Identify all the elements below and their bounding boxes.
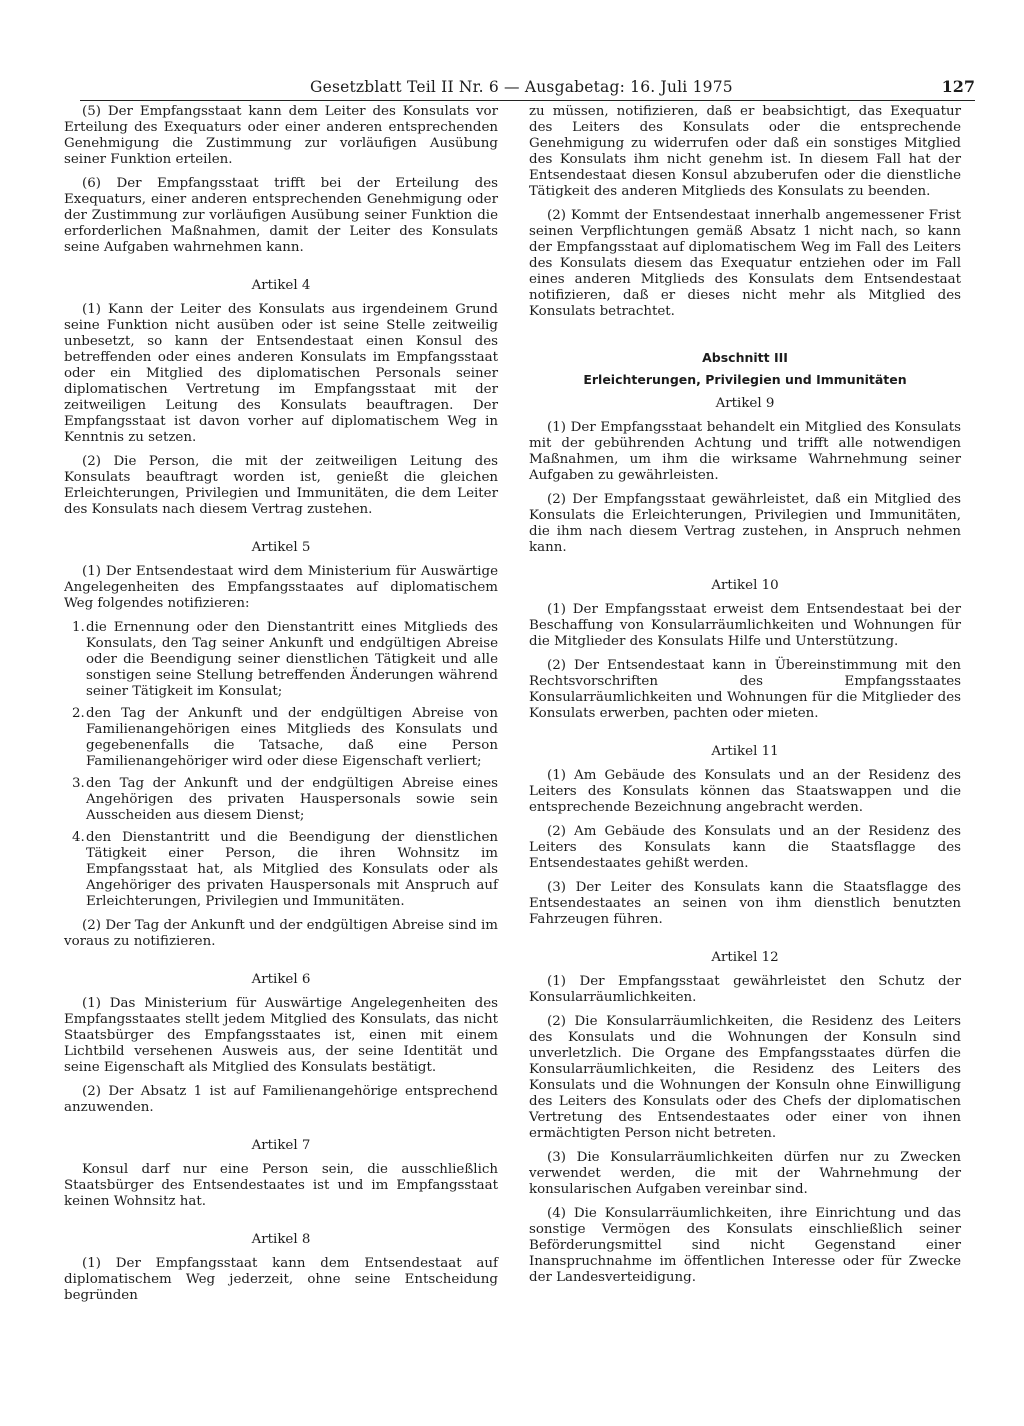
section-subtitle: Erleichterungen, Privilegien und Immunitäten	[583, 372, 907, 387]
paragraph: (2) Der Empfangsstaat gewährleistet, daß ein Mitglied des Konsulats die Erleichterungen, Privilegien und Immunitäten, die ihm nach diesem Vertrag zustehen, in Anspruch nehmen kann.	[529, 492, 961, 555]
list-number: 2.	[72, 706, 85, 721]
page-header	[80, 74, 975, 101]
list-item	[64, 620, 498, 700]
paragraph: (2) Kommt der Entsendestaat innerhalb angemessener Frist seinen Verpflichtungen gemäß Absatz 1 nicht nach, so kann der Empfangsstaat auf diplomatischem Weg im Fall des Leiters des Konsulats diesem das Exequatur entziehen oder im Fall eines anderen Mitglieds des Konsulats dem Entsendestaat notifizieren, daß er dieses nicht mehr als Mitglied des Konsulats betrachtet.	[529, 208, 961, 319]
list-item-text: den Tag der Ankunft und der endgültigen Abreise von Familienangehörigen eines Mitglieds des Konsulats und gegebenenfalls die Tatsache, daß eine Person Familienangehöriger wird oder diese Eigenschaft verliert;	[86, 706, 498, 769]
list-item	[64, 706, 498, 770]
right-column	[529, 104, 961, 1294]
paragraph: (2) Der Tag der Ankunft und der endgültigen Abreise sind im voraus zu notifizieren.	[64, 918, 498, 949]
paragraph: (2) Am Gebäude des Konsulats und an der Residenz des Leiters des Konsulats kann die Staatsflagge des Entsendestaates gehißt werden.	[529, 824, 961, 871]
paragraph: (6) Der Empfangsstaat trifft bei der Erteilung des Exequaturs, einer anderen entsprechenden Genehmigung oder der Zustimmung zur vorläufigen Ausübung seiner Funktion die erforderlichen Maßnahmen, damit der Leiter des Konsulats seine Aufgaben wahrnehmen kann.	[64, 176, 498, 255]
article-6-heading: Artikel 6	[251, 972, 311, 987]
paragraph: (2) Der Absatz 1 ist auf Familienangehörige entsprechend anzuwenden.	[64, 1084, 498, 1115]
article-8-heading: Artikel 8	[251, 1232, 311, 1247]
notification-list	[64, 620, 498, 910]
paragraph: (1) Der Empfangsstaat behandelt ein Mitglied des Konsulats mit der gebührenden Achtung und trifft alle notwendigen Maßnahmen, um ihm die wirksame Wahrnehmung seiner Aufgaben zu gewährleisten.	[529, 420, 961, 483]
paragraph: Konsul darf nur eine Person sein, die ausschließlich Staatsbürger des Entsendestaates ist und im Empfangsstaat keinen Wohnsitz hat.	[64, 1162, 498, 1209]
page-number: 127	[941, 77, 975, 96]
paragraph: (1) Kann der Leiter des Konsulats aus irgendeinem Grund seine Funktion nicht ausüben oder ist seine Stelle zeitweilig unbesetzt, so kann der Entsendestaat einen Konsul des betreffenden oder eines anderen Konsulats im Empfangsstaat oder ein Mitglied des diplomatischen Personals seiner diplomatischen Vertretung im Empfangsstaat mit der zeitweiligen Leitung des Konsulats beauftragen. Der Empfangsstaat ist davon vorher auf diplomatischem Weg in Kenntnis zu setzen.	[64, 302, 498, 445]
list-number: 3.	[72, 776, 85, 791]
article-4-heading: Artikel 4	[251, 278, 311, 293]
left-column	[64, 104, 498, 1312]
paragraph: (3) Die Konsularräumlichkeiten dürfen nur zu Zwecken verwendet werden, die mit der Wahrnehmung der konsularischen Aufgaben vereinbar sind.	[529, 1150, 961, 1197]
list-item	[64, 776, 498, 824]
paragraph: (1) Der Empfangsstaat kann dem Entsendestaat auf diplomatischem Weg jederzeit, ohne seine Entscheidung begründen	[64, 1256, 498, 1303]
paragraph: (2) Die Konsularräumlichkeiten, die Residenz des Leiters des Konsulats und die Wohnungen der Konsuln sind unverletzlich. Die Organe des Empfangsstaates dürfen die Konsularräumlichkeiten, die Residenz des Leiters des Konsulats und die Wohnungen der Konsuln ohne Einwilligung des Leiters des Konsulats oder des Chefs der diplomatischen Vertretung des Entsendestaates oder einer von ihnen ermächtigten Person nicht betreten.	[529, 1014, 961, 1141]
header-title: Gesetzblatt Teil II Nr. 6 — Ausgabetag: 16. Juli 1975	[310, 78, 733, 96]
article-10-heading: Artikel 10	[711, 578, 779, 593]
paragraph: (1) Der Entsendestaat wird dem Ministerium für Auswärtige Angelegenheiten des Empfangsstaates auf diplomatischem Weg folgendes notifizieren:	[64, 564, 498, 611]
article-5-heading: Artikel 5	[251, 540, 311, 555]
paragraph: (1) Am Gebäude des Konsulats und an der Residenz des Leiters des Konsulats können das Staatswappen und die entsprechende Bezeichnung angebracht werden.	[529, 768, 961, 815]
paragraph: (3) Der Leiter des Konsulats kann die Staatsflagge des Entsendestaates an seinen von ihm dienstlich benutzten Fahrzeugen führen.	[529, 880, 961, 927]
paragraph: (2) Der Entsendestaat kann in Übereinstimmung mit den Rechtsvorschriften des Empfangsstaates Konsularräumlichkeiten und Wohnungen für die Mitglieder des Konsulats erwerben, pachten oder mieten.	[529, 658, 961, 721]
article-9-heading: Artikel 9	[715, 396, 775, 411]
list-item-text: den Dienstantritt und die Beendigung der dienstlichen Tätigkeit einer Person, die ihren Wohnsitz im Empfangsstaat hat, als Mitglied des Konsulats oder als Angehöriger des privaten Hauspersonals mit Anspruch auf Erleichterungen, Privilegien und Immunitäten.	[86, 830, 498, 909]
section-title: Abschnitt III	[702, 350, 788, 365]
paragraph: (2) Die Person, die mit der zeitweiligen Leitung des Konsulats beauftragt worden ist, genießt die gleichen Erleichterungen, Privilegien und Immunitäten, die dem Leiter des Konsulats nach diesem Vertrag zustehen.	[64, 454, 498, 517]
article-7-heading: Artikel 7	[251, 1138, 311, 1153]
paragraph: (1) Der Empfangsstaat gewährleistet den Schutz der Konsularräumlichkeiten.	[529, 974, 961, 1005]
list-item	[64, 830, 498, 910]
paragraph: zu müssen, notifizieren, daß er beabsichtigt, das Exequatur des Leiters des Konsulats oder die entsprechende Genehmigung zu widerrufen oder daß ein sonstiges Mitglied des Konsulats ihm nicht genehm ist. In diesem Fall hat der Entsendestaat diesen Konsul abzuberufen oder die dienstliche Tätigkeit des anderen Mitglieds des Konsulats zu beenden.	[529, 104, 961, 199]
list-item-text: den Tag der Ankunft und der endgültigen Abreise eines Angehörigen des privaten Hauspersonals sowie sein Ausscheiden aus diesem Dienst;	[86, 776, 498, 823]
paragraph: (1) Das Ministerium für Auswärtige Angelegenheiten des Empfangsstaates stellt jedem Mitglied des Konsulats, das nicht Staatsbürger des Empfangsstaates ist, einen mit einem Lichtbild versehenen Ausweis aus, der seine Identität und seine Eigenschaft als Mitglied des Konsulats bestätigt.	[64, 996, 498, 1075]
list-item-text: die Ernennung oder den Dienstantritt eines Mitglieds des Konsulats, den Tag seiner Ankunft und endgültigen Abreise oder die Beendigung seiner dienstlichen Tätigkeit und alle sonstigen seine Stellung betreffenden Änderungen während seiner Tätigkeit im Konsulat;	[86, 620, 498, 699]
paragraph: (4) Die Konsularräumlichkeiten, ihre Einrichtung und das sonstige Vermögen des Konsulats einschließlich seiner Beförderungsmittel sind nicht Gegenstand einer Inanspruchnahme im öffentlichen Interesse oder für Zwecke der Landesverteidigung.	[529, 1206, 961, 1285]
paragraph: (5) Der Empfangsstaat kann dem Leiter des Konsulats vor Erteilung des Exequaturs oder einer anderen entsprechenden Genehmigung die Zustimmung zur vorläufigen Ausübung seiner Funktion erteilen.	[64, 104, 498, 167]
article-12-heading: Artikel 12	[711, 950, 779, 965]
list-number: 4.	[72, 830, 85, 845]
article-11-heading: Artikel 11	[711, 744, 779, 759]
list-number: 1.	[72, 620, 85, 635]
paragraph: (1) Der Empfangsstaat erweist dem Entsendestaat bei der Beschaffung von Konsularräumlichkeiten und Wohnungen für die Mitglieder des Konsulats Hilfe und Unterstützung.	[529, 602, 961, 649]
